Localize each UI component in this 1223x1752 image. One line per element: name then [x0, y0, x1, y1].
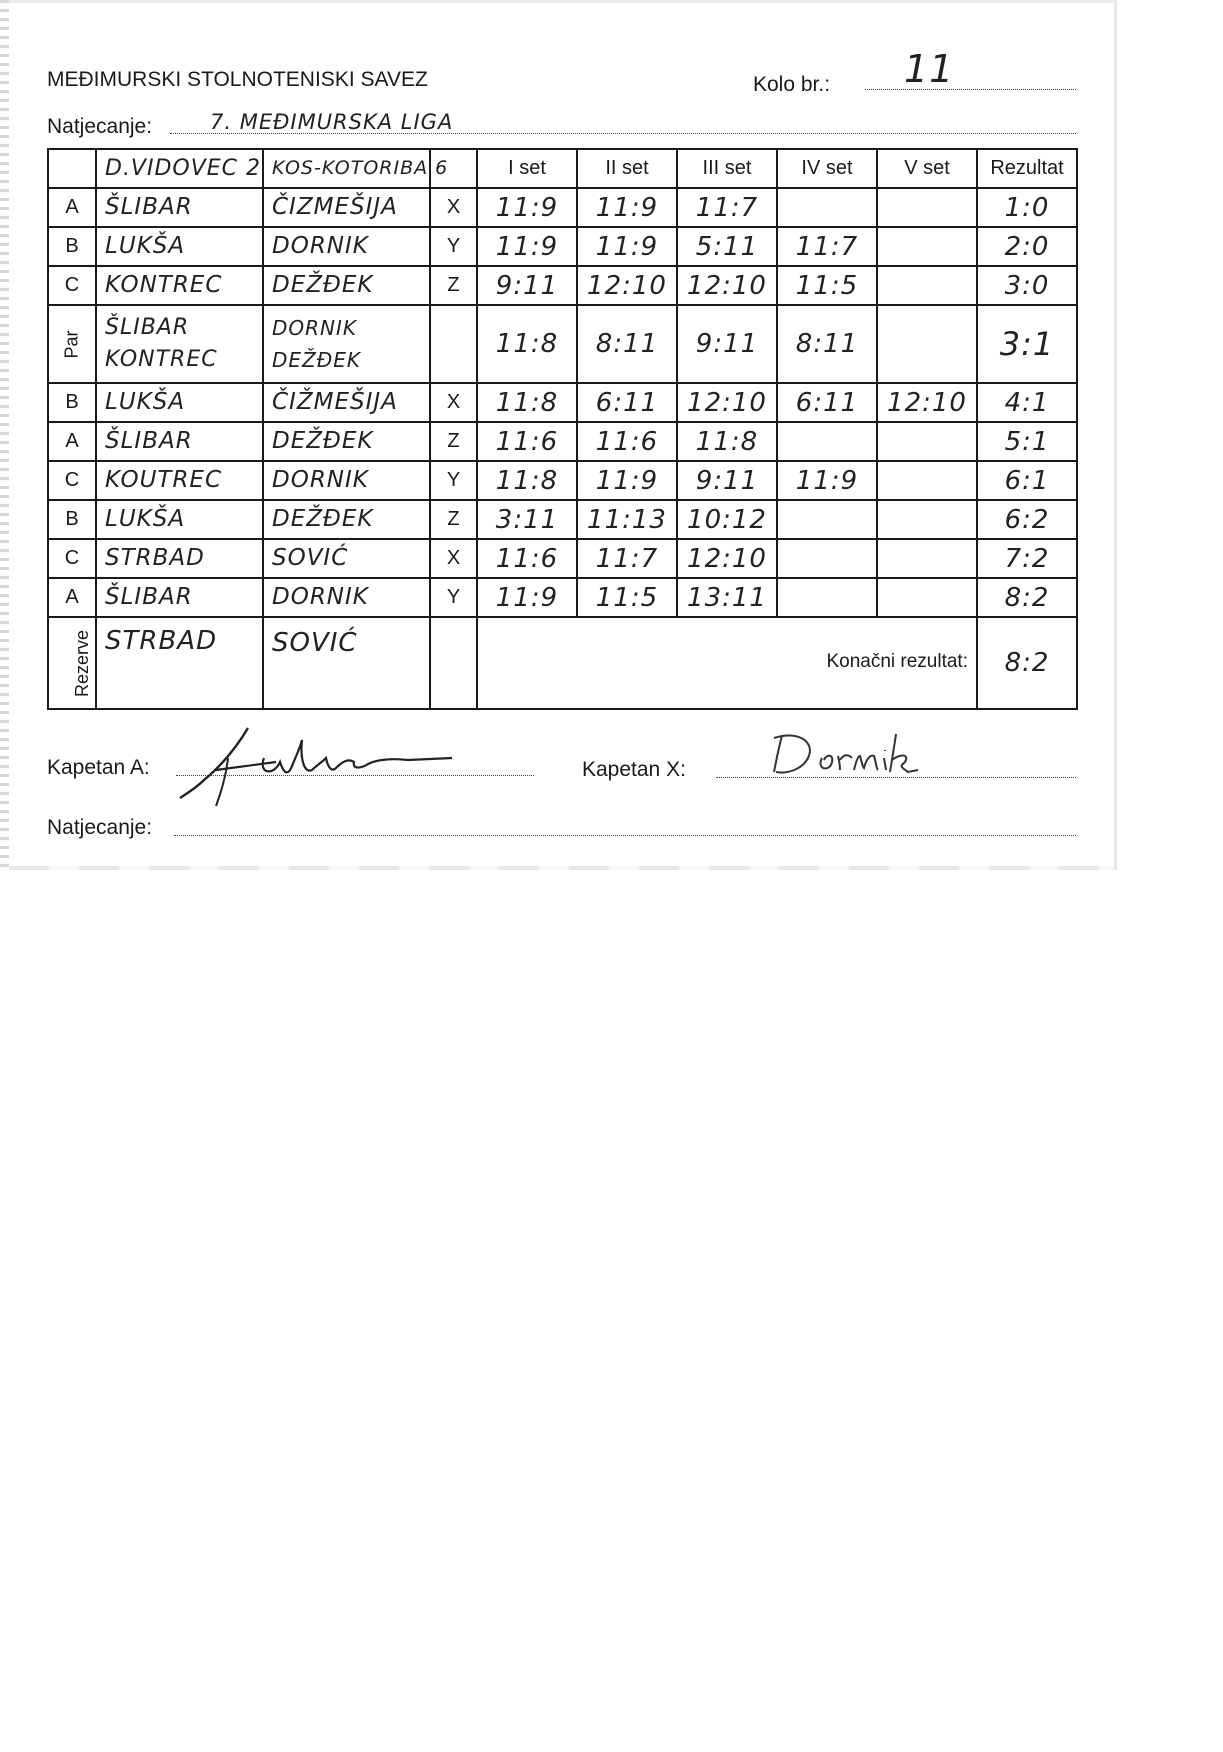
- set-header-1: I set: [477, 149, 577, 188]
- player-a-name: ŠLIBAR: [105, 428, 193, 454]
- match-result: 7:2: [977, 539, 1077, 578]
- reserves-label: Rezerve: [72, 629, 93, 697]
- player-a-cell: [96, 578, 263, 617]
- position-a: A: [48, 578, 96, 617]
- set-score-1: 11:9: [477, 188, 577, 227]
- position-a: A: [48, 188, 96, 227]
- scan-edge-left: [0, 0, 9, 870]
- player-a-name: LUKŠA: [105, 389, 186, 415]
- set-header-4: IV set: [777, 149, 877, 188]
- player-x-name: ČIZMEŠIJA: [272, 194, 398, 220]
- player-x-cell: [263, 461, 430, 500]
- position-a: C: [48, 461, 96, 500]
- set-header-3: III set: [677, 149, 777, 188]
- match-row: [48, 500, 1077, 539]
- set-score-1: 9:11: [477, 266, 577, 305]
- reserve-x-name: SOVIĆ: [272, 628, 358, 658]
- set-score-4: 11:5: [777, 266, 877, 305]
- set-score-5: [877, 422, 977, 461]
- set-score-5: [877, 227, 977, 266]
- player-a-name: LUKŠA: [105, 233, 186, 259]
- federation-title: MEĐIMURSKI STOLNOTENISKI SAVEZ: [47, 68, 428, 91]
- round-value: 11: [904, 47, 955, 91]
- position-x: Y: [430, 461, 477, 500]
- player-x-name: DORNIK: [272, 467, 369, 493]
- set-header-5: V set: [877, 149, 977, 188]
- set-header-2: II set: [577, 149, 677, 188]
- match-result: 6:1: [977, 461, 1077, 500]
- match-result: 4:1: [977, 383, 1077, 422]
- set-score-5: [877, 461, 977, 500]
- set-score-4: [777, 422, 877, 461]
- player-x-name: SOVIĆ: [272, 545, 349, 571]
- score-table: [47, 148, 1078, 710]
- reserves-row: [48, 617, 1077, 709]
- position-x: Z: [430, 422, 477, 461]
- set-score-5: [877, 266, 977, 305]
- player-a-cell: [96, 539, 263, 578]
- doubles-blank-cell: [430, 305, 477, 383]
- reserves-label-cell: [48, 617, 96, 709]
- match-row: [48, 578, 1077, 617]
- corner-cell: [48, 149, 96, 188]
- match-row: [48, 461, 1077, 500]
- set-score-5: [877, 500, 977, 539]
- match-result: 3:0: [977, 266, 1077, 305]
- doubles-x-player-1: DORNIK: [272, 316, 358, 340]
- set-score-3: 11:7: [677, 188, 777, 227]
- footer-competition-label: Natjecanje:: [47, 816, 153, 839]
- set-score-3: 9:11: [677, 461, 777, 500]
- captain-a-label: Kapetan A:: [47, 756, 150, 779]
- set-score-3: 9:11: [677, 305, 777, 383]
- player-a-name: STRBAD: [105, 545, 205, 571]
- doubles-a-player-1: ŠLIBAR: [105, 315, 190, 340]
- match-result: 6:2: [977, 500, 1077, 539]
- position-x: Z: [430, 500, 477, 539]
- set-score-5: [877, 578, 977, 617]
- match-result: 2:0: [977, 227, 1077, 266]
- set-score-2: 11:9: [577, 227, 677, 266]
- doubles-x-cell: [263, 305, 430, 383]
- position-a: B: [48, 227, 96, 266]
- player-x-cell: [263, 383, 430, 422]
- position-x: Z: [430, 266, 477, 305]
- set-score-1: 11:6: [477, 422, 577, 461]
- position-a: B: [48, 500, 96, 539]
- set-score-1: 11:9: [477, 578, 577, 617]
- player-a-cell: [96, 500, 263, 539]
- set-score-2: 11:5: [577, 578, 677, 617]
- competition-value: 7. MEĐIMURSKA LIGA: [210, 110, 454, 134]
- result-header: Rezultat: [977, 149, 1077, 188]
- position-a: A: [48, 422, 96, 461]
- player-a-cell: [96, 422, 263, 461]
- doubles-label-cell: [48, 305, 96, 383]
- set-score-3: 10:12: [677, 500, 777, 539]
- player-a-name: ŠLIBAR: [105, 584, 193, 610]
- player-x-cell: [263, 578, 430, 617]
- reserve-blank-cell: [430, 617, 477, 709]
- set-score-4: [777, 539, 877, 578]
- doubles-a-player-2: KONTREC: [105, 347, 218, 372]
- doubles-label: Par: [61, 329, 82, 359]
- set-score-3: 12:10: [677, 539, 777, 578]
- set-score-3: 11:8: [677, 422, 777, 461]
- doubles-row: [48, 305, 1077, 383]
- position-a: C: [48, 266, 96, 305]
- player-a-cell: [96, 227, 263, 266]
- reserve-x-cell: [263, 617, 430, 709]
- match-row: [48, 266, 1077, 305]
- position-x: Y: [430, 578, 477, 617]
- team-x-name: KOS-KOTORIBA 6: [272, 156, 449, 179]
- set-score-1: 11:8: [477, 383, 577, 422]
- set-score-4: [777, 500, 877, 539]
- player-x-name: DEŽĐEK: [272, 272, 374, 298]
- captain-x-label: Kapetan X:: [582, 758, 686, 781]
- set-score-4: 6:11: [777, 383, 877, 422]
- position-x: X: [430, 383, 477, 422]
- match-row: [48, 422, 1077, 461]
- set-score-4: 8:11: [777, 305, 877, 383]
- team-x-cell: [263, 149, 449, 188]
- captain-x-signature: [768, 728, 928, 780]
- set-score-1: 11:8: [477, 461, 577, 500]
- match-result: 1:0: [977, 188, 1077, 227]
- player-x-cell: [263, 539, 430, 578]
- scan-edge-right: [1114, 0, 1117, 870]
- player-a-name: KOUTREC: [105, 467, 223, 493]
- player-a-name: LUKŠA: [105, 506, 186, 532]
- position-x: X: [430, 539, 477, 578]
- player-x-cell: [263, 422, 430, 461]
- set-score-4: [777, 188, 877, 227]
- set-score-3: 13:11: [677, 578, 777, 617]
- round-label: Kolo br.:: [753, 73, 831, 96]
- final-result-value: 8:2: [1004, 648, 1050, 678]
- final-result-label: Konačni rezultat:: [826, 651, 968, 672]
- player-a-cell: [96, 188, 263, 227]
- player-a-cell: [96, 266, 263, 305]
- player-x-name: ČIŽMEŠIJA: [272, 389, 398, 415]
- match-row: [48, 383, 1077, 422]
- set-score-2: 11:6: [577, 422, 677, 461]
- player-x-cell: [263, 500, 430, 539]
- set-score-1: 11:9: [477, 227, 577, 266]
- set-score-2: 11:7: [577, 539, 677, 578]
- set-score-3: 12:10: [677, 266, 777, 305]
- set-score-5: [877, 188, 977, 227]
- player-a-cell: [96, 461, 263, 500]
- match-result: 8:2: [977, 578, 1077, 617]
- footer-competition-line: [174, 835, 1076, 836]
- player-a-name: KONTREC: [105, 272, 223, 298]
- set-score-2: 8:11: [577, 305, 677, 383]
- set-score-2: 11:9: [577, 188, 677, 227]
- set-score-1: 11:8: [477, 305, 577, 383]
- position-a: B: [48, 383, 96, 422]
- set-score-5: 12:10: [877, 383, 977, 422]
- match-row: [48, 188, 1077, 227]
- player-x-name: DEŽĐEK: [272, 428, 374, 454]
- set-score-2: 11:9: [577, 461, 677, 500]
- player-x-name: DORNIK: [272, 233, 369, 259]
- set-score-4: 11:9: [777, 461, 877, 500]
- set-score-1: 3:11: [477, 500, 577, 539]
- player-x-cell: [263, 266, 430, 305]
- set-score-2: 6:11: [577, 383, 677, 422]
- set-score-2: 11:13: [577, 500, 677, 539]
- reserve-a-name: STRBAD: [105, 626, 218, 656]
- final-result-cell: [977, 617, 1077, 709]
- captain-a-signature: [176, 718, 466, 808]
- set-score-3: 12:10: [677, 383, 777, 422]
- position-x: X: [430, 188, 477, 227]
- reserve-a-cell: [96, 617, 263, 709]
- match-result: 5:1: [977, 422, 1077, 461]
- position-a: C: [48, 539, 96, 578]
- round-line: [865, 89, 1076, 90]
- doubles-a-cell: [96, 305, 263, 383]
- set-score-1: 11:6: [477, 539, 577, 578]
- scan-edge-top: [9, 0, 1114, 3]
- set-score-3: 5:11: [677, 227, 777, 266]
- player-x-name: DORNIK: [272, 584, 369, 610]
- player-a-name: ŠLIBAR: [105, 194, 193, 220]
- team-a-cell: [96, 149, 263, 188]
- scan-edge-bottom: [9, 866, 1114, 870]
- player-a-cell: [96, 383, 263, 422]
- player-x-cell: [263, 227, 430, 266]
- match-result: 3:1: [977, 305, 1077, 383]
- set-score-5: [877, 305, 977, 383]
- player-x-cell: [263, 188, 430, 227]
- header-row: [48, 149, 1077, 188]
- match-row: [48, 227, 1077, 266]
- set-score-5: [877, 539, 977, 578]
- competition-label: Natjecanje:: [47, 115, 153, 138]
- set-score-4: [777, 578, 877, 617]
- match-row: [48, 539, 1077, 578]
- set-score-2: 12:10: [577, 266, 677, 305]
- position-x: Y: [430, 227, 477, 266]
- doubles-x-player-2: DEŽĐEK: [272, 348, 361, 372]
- player-x-name: DEŽĐEK: [272, 506, 374, 532]
- team-a-name: D.VIDOVEC 2: [105, 155, 262, 181]
- set-score-4: 11:7: [777, 227, 877, 266]
- final-label-cell: [477, 617, 977, 709]
